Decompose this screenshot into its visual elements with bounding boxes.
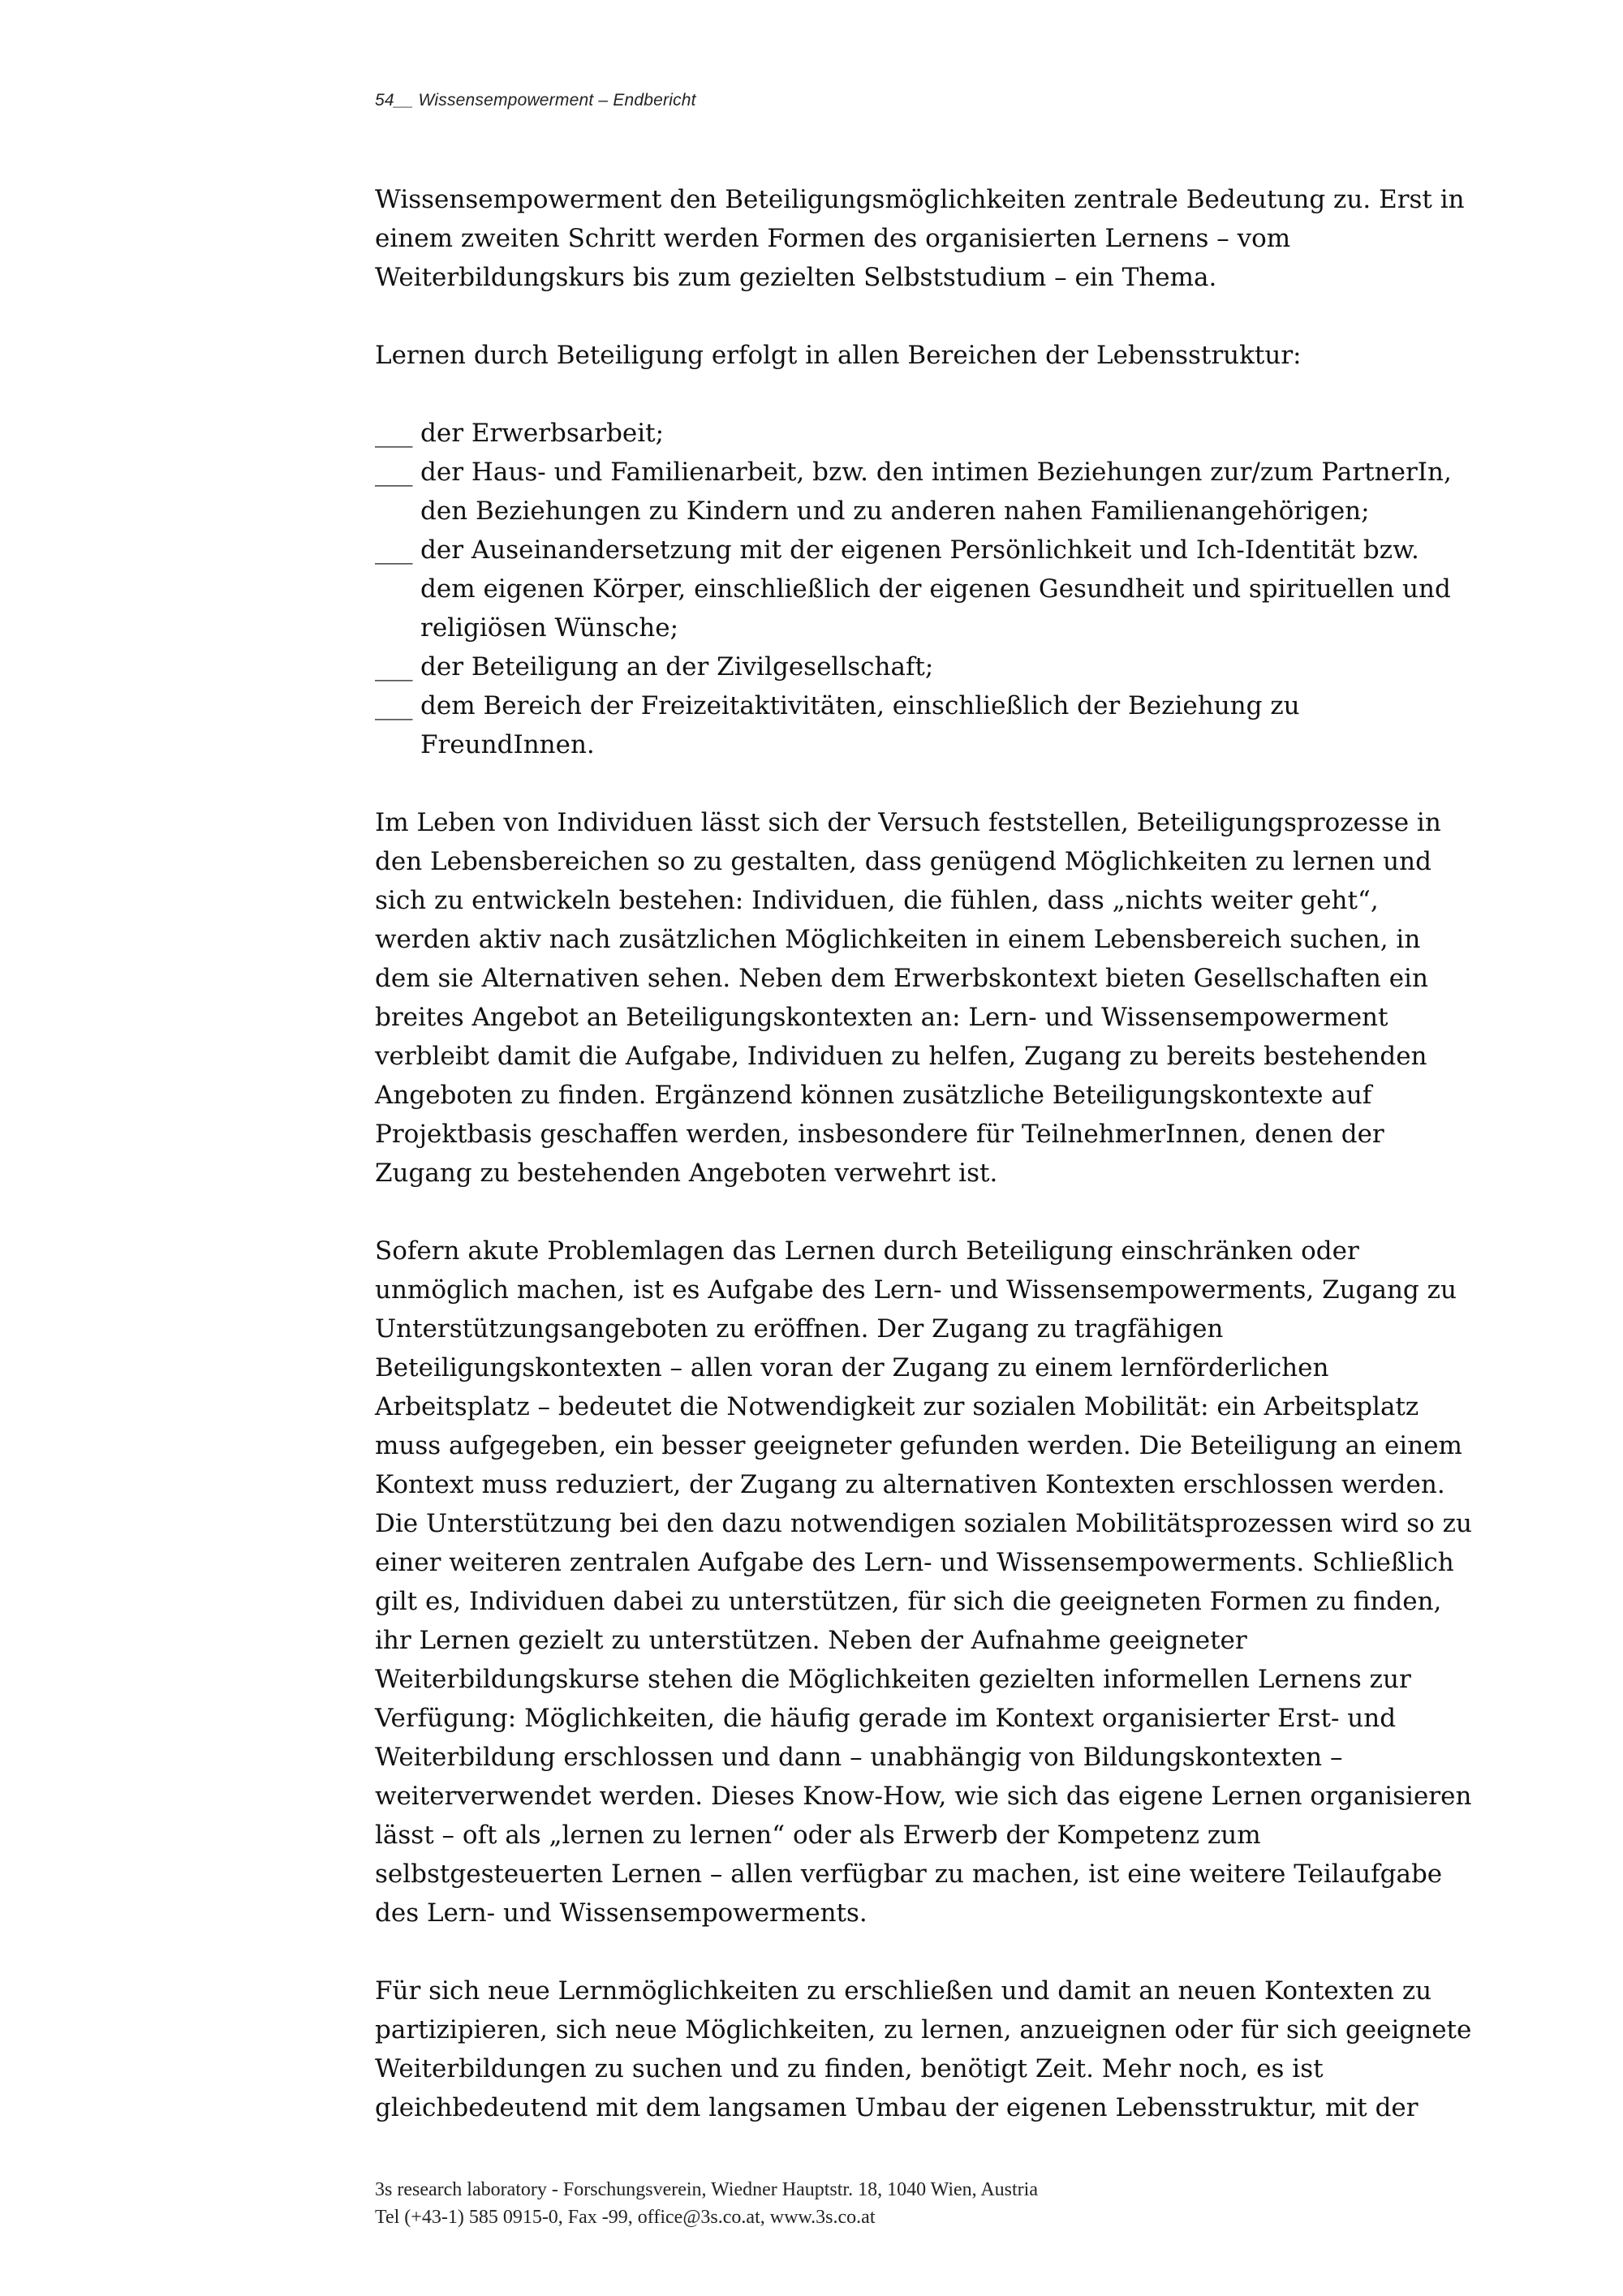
- list-marker: ___: [375, 652, 413, 681]
- list-item-text: der Auseinandersetzung mit der eigenen Persönlichkeit und Ich-Identität bzw. dem eigenen Körper, einschließlich der eigenen Gesundheit und spirituellen und religiösen Wünsche;: [420, 535, 1451, 643]
- body-text: [375, 180, 1479, 2127]
- list-marker: ___: [375, 691, 413, 720]
- paragraph-4: Sofern akute Problemlagen das Lernen durch Beteiligung einschränken oder unmöglich machen, ist es Aufgabe des Lern- und Wissensempowerments, Zugang zu Unterstützungsangeboten zu eröffnen. Der Zugang zu tragfähigen Beteiligungskontexten – allen voran der Zugang zu einem lernförderlichen Arbeitsplatz – bedeutet die Notwendigkeit zur sozialen Mobilität: ein Arbeitsplatz muss aufgegeben, ein besser geeigneter gefunden werden. Die Beteiligung an einem Kontext muss reduziert, der Zugang zu alternativen Kontexten erschlossen werden. Die Unterstützung bei den dazu notwendigen sozialen Mobilitätsprozessen wird so zu einer weiteren zentralen Aufgabe des Lern- und Wissensempowerments. Schließlich gilt es, Individuen dabei zu unterstützen, für sich die geeigneten Formen zu finden, ihr Lernen gezielt zu unterstützen. Neben der Aufnahme geeigneter Weiterbildungskurse stehen die Möglichkeiten gezielten informellen Lernens zur Verfügung: Möglichkeiten, die häufig gerade im Kontext organisierter Erst- und Weiterbildung erschlossen und dann – unabhängig von Bildungskontexten – weiterverwendet werden. Dieses Know-How, wie sich das eigene Lernen organisieren lässt – oft als „lernen zu lernen“ oder als Erwerb der Kompetenz zum selbstgesteuerten Lernen – allen verfügbar zu machen, ist eine weitere Teilaufgabe des Lern- und Wissensempowerments.: [375, 1236, 1472, 1928]
- paragraph-2: Lernen durch Beteiligung erfolgt in allen Bereichen der Lebensstruktur:: [375, 341, 1302, 370]
- list-marker: ___: [375, 458, 413, 487]
- paragraph-5: Für sich neue Lernmöglichkeiten zu erschließen und damit an neuen Kontexten zu partizipieren, sich neue Möglichkeiten, zu lernen, anzueignen oder für sich geeignete Weiterbildungen zu suchen und zu finden, benötigt Zeit. Mehr noch, es ist gleichbedeutend mit dem langsamen Umbau der eigenen Lebensstruktur, mit der: [375, 1976, 1472, 2122]
- list-item: [375, 531, 1479, 647]
- running-header: 54__ Wissensempowerment – Endbericht: [375, 91, 696, 110]
- list-item: [375, 453, 1479, 531]
- paragraph-3: Im Leben von Individuen lässt sich der Versuch feststellen, Beteiligungsprozesse in den Lebensbereichen so zu gestalten, dass genügend Möglichkeiten zu lernen und sich zu entwickeln bestehen: Individuen, die fühlen, dass „nichts weiter geht“, werden aktiv nach zusätzlichen Möglichkeiten in einem Lebensbereich suchen, in dem sie Alternativen sehen. Neben dem Erwerbskontext bieten Gesellschaften ein breites Angebot an Beteiligungskontexten an: Lern- und Wissensempowerment verbleibt damit die Aufgabe, Individuen zu helfen, Zugang zu bereits bestehenden Angeboten zu finden. Ergänzend können zusätzliche Beteiligungskontexte auf Projektbasis geschaffen werden, insbesondere für TeilnehmerInnen, denen der Zugang zu bestehenden Angeboten verwehrt ist.: [375, 808, 1441, 1188]
- list-item-text: der Beteiligung an der Zivilgesellschaft;: [420, 652, 934, 681]
- list-marker: ___: [375, 535, 413, 565]
- list-item-text: der Haus- und Familienarbeit, bzw. den intimen Beziehungen zur/zum PartnerIn, den Beziehungen zu Kindern und zu anderen nahen Familienangehörigen;: [420, 458, 1452, 526]
- list-item-text: dem Bereich der Freizeitaktivitäten, einschließlich der Beziehung zu FreundInnen.: [420, 691, 1300, 759]
- page-footer: [375, 2176, 1038, 2231]
- list-marker: ___: [375, 419, 413, 448]
- paragraph-1: Wissensempowerment den Beteiligungsmöglichkeiten zentrale Bedeutung zu. Erst in einem zweiten Schritt werden Formen des organisierten Lernens – vom Weiterbildungskurs bis zum gezielten Selbststudium – ein Thema.: [375, 185, 1465, 292]
- list-item: [375, 414, 1479, 453]
- footer-contact: Tel (+43-1) 585 0915-0, Fax -99, office@3s.co.at, www.3s.co.at: [375, 2207, 876, 2228]
- list-item: [375, 686, 1479, 764]
- footer-address: 3s research laboratory - Forschungsverein, Wiedner Hauptstr. 18, 1040 Wien, Austria: [375, 2179, 1038, 2200]
- life-areas-list: [375, 414, 1479, 764]
- list-item-text: der Erwerbsarbeit;: [420, 419, 665, 448]
- list-item: [375, 647, 1479, 686]
